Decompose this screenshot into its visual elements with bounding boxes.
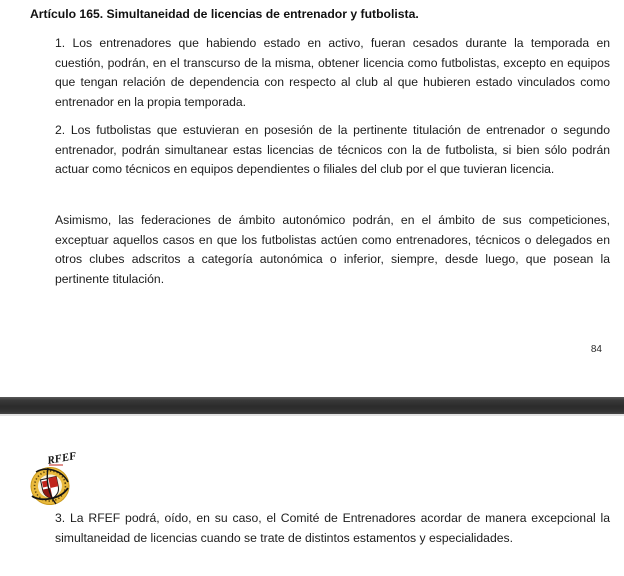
continuation-paragraph-3: 3. La RFEF podrá, oído, en su caso, el Comité de Entrenadores acordar de manera excepcional la simultaneidad de licencias cuando se trate de distintos estamentos y especialidades. bbox=[55, 511, 610, 545]
page-number: 84 bbox=[590, 344, 602, 355]
article-title: Artículo 165. Simultaneidad de licencias de entrenador y futbolista. bbox=[30, 7, 419, 21]
article-paragraph-2: 2. Los futbolistas que estuvieran en posesión de la pertinente titulación de entrenador o segundo entrenador, podrán simultanear estas licencias de técnicos con la de futbolista, si bien sólo podrán actuar como técnicos en equipos dependientes o filiales del club por el que tuvieran licencia. bbox=[55, 123, 610, 177]
article-paragraph-3: Asimismo, las federaciones de ámbito autonómico podrán, en el ámbito de sus competiciones, exceptuar aquellos casos en que los futbolistas actúen como entrenadores, técnicos o delegados en otros clubes adscritos a categoría autonómica o inferior, siempre, desde luego, que posean la pertinente titulación. bbox=[55, 213, 610, 286]
rfef-crest-icon bbox=[26, 452, 80, 510]
page-break-separator bbox=[0, 397, 624, 414]
article-paragraph-1: 1. Los entrenadores que habiendo estado en activo, fueran cesados durante la temporada en cuestión, podrán, en el transcurso de la misma, obtener licencia como futbolistas, excepto en equipos que tengan relación de dependencia con respecto al club al que hubieren estado vinculados como entrenador en la propia temporada. bbox=[55, 36, 610, 109]
rfef-crest-logo bbox=[26, 452, 80, 510]
rfef-logo-text: RFEF bbox=[46, 452, 78, 467]
